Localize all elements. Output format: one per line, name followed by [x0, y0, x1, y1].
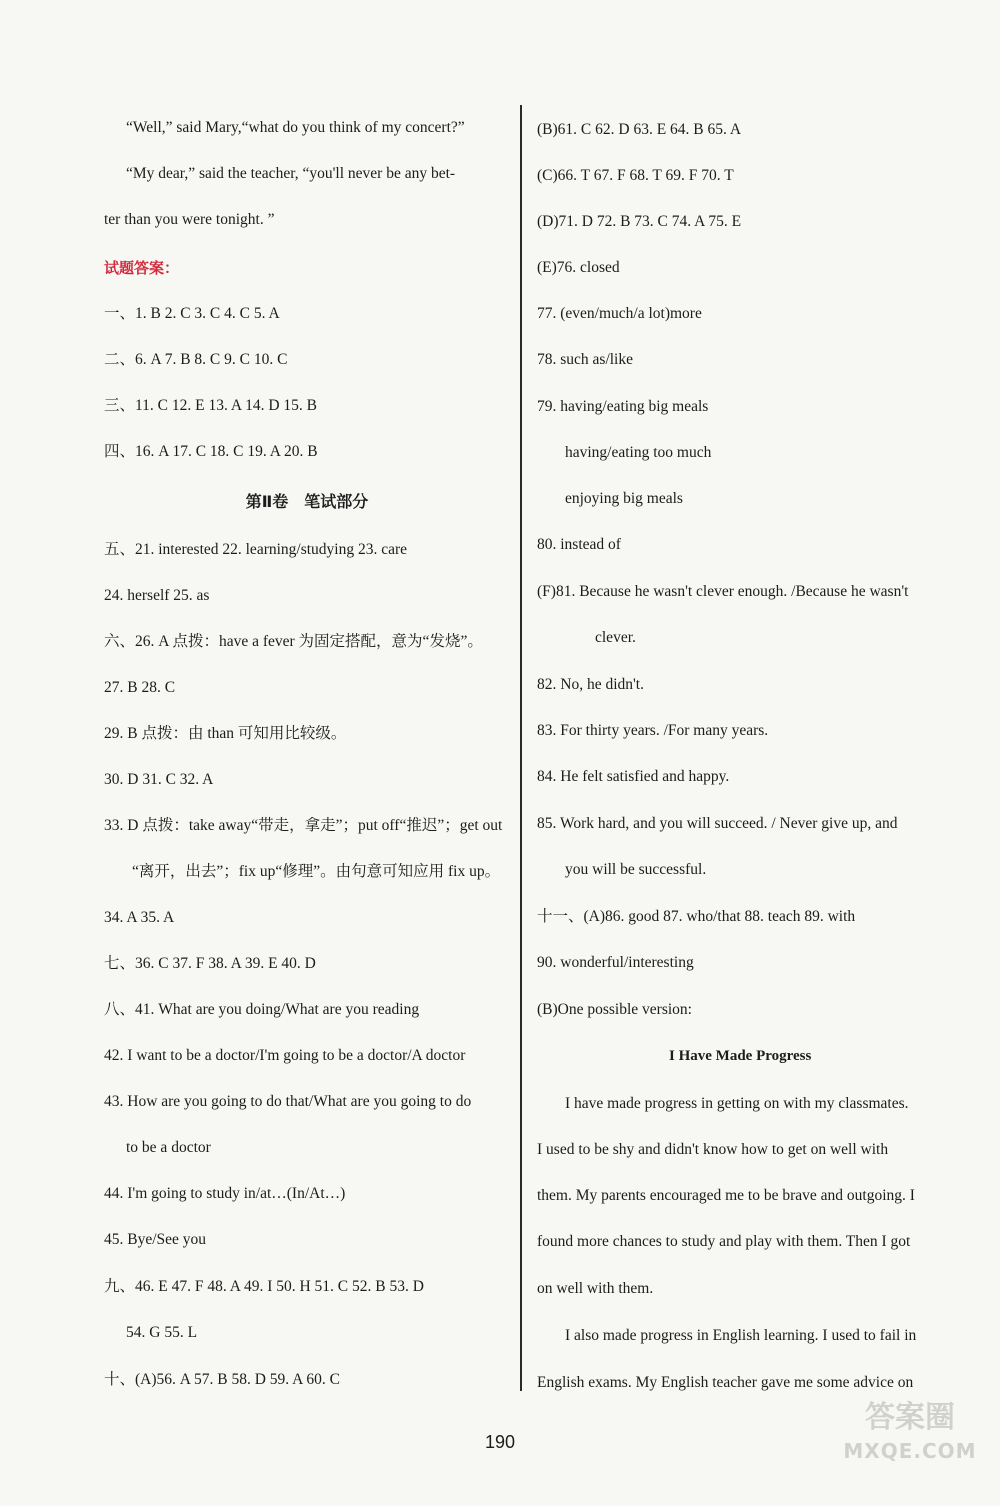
answer-line: (B)One possible version:	[537, 1001, 692, 1018]
answer-line: 83. For thirty years. /For many years.	[537, 722, 769, 739]
answer-line: 84. He felt satisfied and happy.	[537, 768, 730, 785]
answer-line: 90. wonderful/interesting	[537, 954, 694, 971]
answer-line: 八、41. What are you doing/What are you reading	[104, 1001, 420, 1018]
section-heading: 第Ⅱ卷 笔试部分	[245, 492, 369, 511]
answer-line: 七、36. C 37. F 38. A 39. E 40. D	[104, 955, 316, 972]
watermark-top: 答案圈	[865, 1400, 955, 1435]
answer-line: 77. (even/much/a lot)more	[537, 305, 702, 322]
essay-title: I Have Made Progress	[669, 1048, 812, 1064]
answer-line: 44. I'm going to study in/at…(In/At…)	[104, 1185, 346, 1202]
answer-line: “离开，出去”；fix up“修理”。由句意可知应用 fix up。	[132, 863, 501, 880]
essay-line: I have made progress in getting on with my classmates.	[565, 1095, 909, 1112]
answer-line: 十、(A)56. A 57. B 58. D 59. A 60. C	[104, 1371, 340, 1388]
answer-line: 80. instead of	[537, 536, 621, 553]
answer-line: 33. D 点拨：take away“带走，拿走”；put off“推迟”；get out	[104, 817, 503, 834]
answer-line: 一、1. B 2. C 3. C 4. C 5. A	[104, 305, 280, 322]
answer-line: 九、46. E 47. F 48. A 49. I 50. H 51. C 52. B 53. D	[104, 1278, 424, 1295]
answer-line: 29. B 点拨：由 than 可知用比较级。	[104, 725, 347, 742]
answer-line: having/eating too much	[565, 444, 712, 461]
column-divider	[520, 105, 522, 1391]
answer-line: 45. Bye/See you	[104, 1231, 207, 1248]
answer-line: you will be successful.	[565, 861, 707, 878]
answer-line: clever.	[595, 629, 636, 646]
answer-line: 24. herself 25. as	[104, 587, 210, 604]
page-number: 190	[484, 1432, 516, 1452]
essay-line: I used to be shy and didn't know how to get on well with	[537, 1141, 889, 1158]
answer-line: (D)71. D 72. B 73. C 74. A 75. E	[537, 213, 742, 230]
story-quote-line: ter than you were tonight. ”	[104, 211, 275, 228]
essay-line: English exams. My English teacher gave me some advice on	[537, 1374, 914, 1391]
answer-line: 79. having/eating big meals	[537, 398, 709, 415]
answer-line: 43. How are you going to do that/What are you going to do	[104, 1093, 472, 1110]
watermark-bottom: MXQE.COM	[843, 1439, 977, 1463]
answer-line: 27. B 28. C	[104, 679, 176, 696]
answer-line: 三、11. C 12. E 13. A 14. D 15. B	[104, 397, 317, 414]
answer-line: 54. G 55. L	[126, 1324, 198, 1341]
answer-line: enjoying big meals	[565, 490, 683, 507]
answer-line: 四、16. A 17. C 18. C 19. A 20. B	[104, 443, 318, 460]
answer-line: 85. Work hard, and you will succeed. / Never give up, and	[537, 815, 898, 832]
essay-line: them. My parents encouraged me to be brave and outgoing. I	[537, 1187, 915, 1204]
essay-line: I also made progress in English learning. I used to fail in	[565, 1327, 917, 1344]
answer-line: (C)66. T 67. F 68. T 69. F 70. T	[537, 167, 734, 184]
watermark-logo	[840, 1398, 980, 1498]
answer-line: 78. such as/like	[537, 351, 633, 368]
story-quote-line: “Well,” said Mary,“what do you think of my concert?”	[126, 119, 465, 136]
answer-line: 十一、(A)86. good 87. who/that 88. teach 89. with	[537, 908, 856, 925]
essay-line: on well with them.	[537, 1280, 654, 1297]
answer-line: 六、26. A 点拨：have a fever 为固定搭配，意为“发烧”。	[104, 633, 483, 650]
answer-line: to be a doctor	[126, 1139, 211, 1156]
answer-line: (B)61. C 62. D 63. E 64. B 65. A	[537, 121, 742, 138]
answer-line: 34. A 35. A	[104, 909, 175, 926]
answer-line: 82. No, he didn't.	[537, 676, 644, 693]
answer-line: 42. I want to be a doctor/I'm going to be a doctor/A doctor	[104, 1047, 466, 1064]
answer-line: (E)76. closed	[537, 259, 620, 276]
story-quote-line: “My dear,” said the teacher, “you'll never be any bet-	[126, 165, 456, 182]
answers-heading: 试题答案：	[104, 259, 180, 277]
answer-line: 五、21. interested 22. learning/studying 23. care	[104, 541, 408, 558]
essay-line: found more chances to study and play with them. Then I got	[537, 1233, 911, 1250]
answer-line: 30. D 31. C 32. A	[104, 771, 214, 788]
answer-line: 二、6. A 7. B 8. C 9. C 10. C	[104, 351, 288, 368]
answer-line: (F)81. Because he wasn't clever enough. /Because he wasn't	[537, 583, 909, 600]
